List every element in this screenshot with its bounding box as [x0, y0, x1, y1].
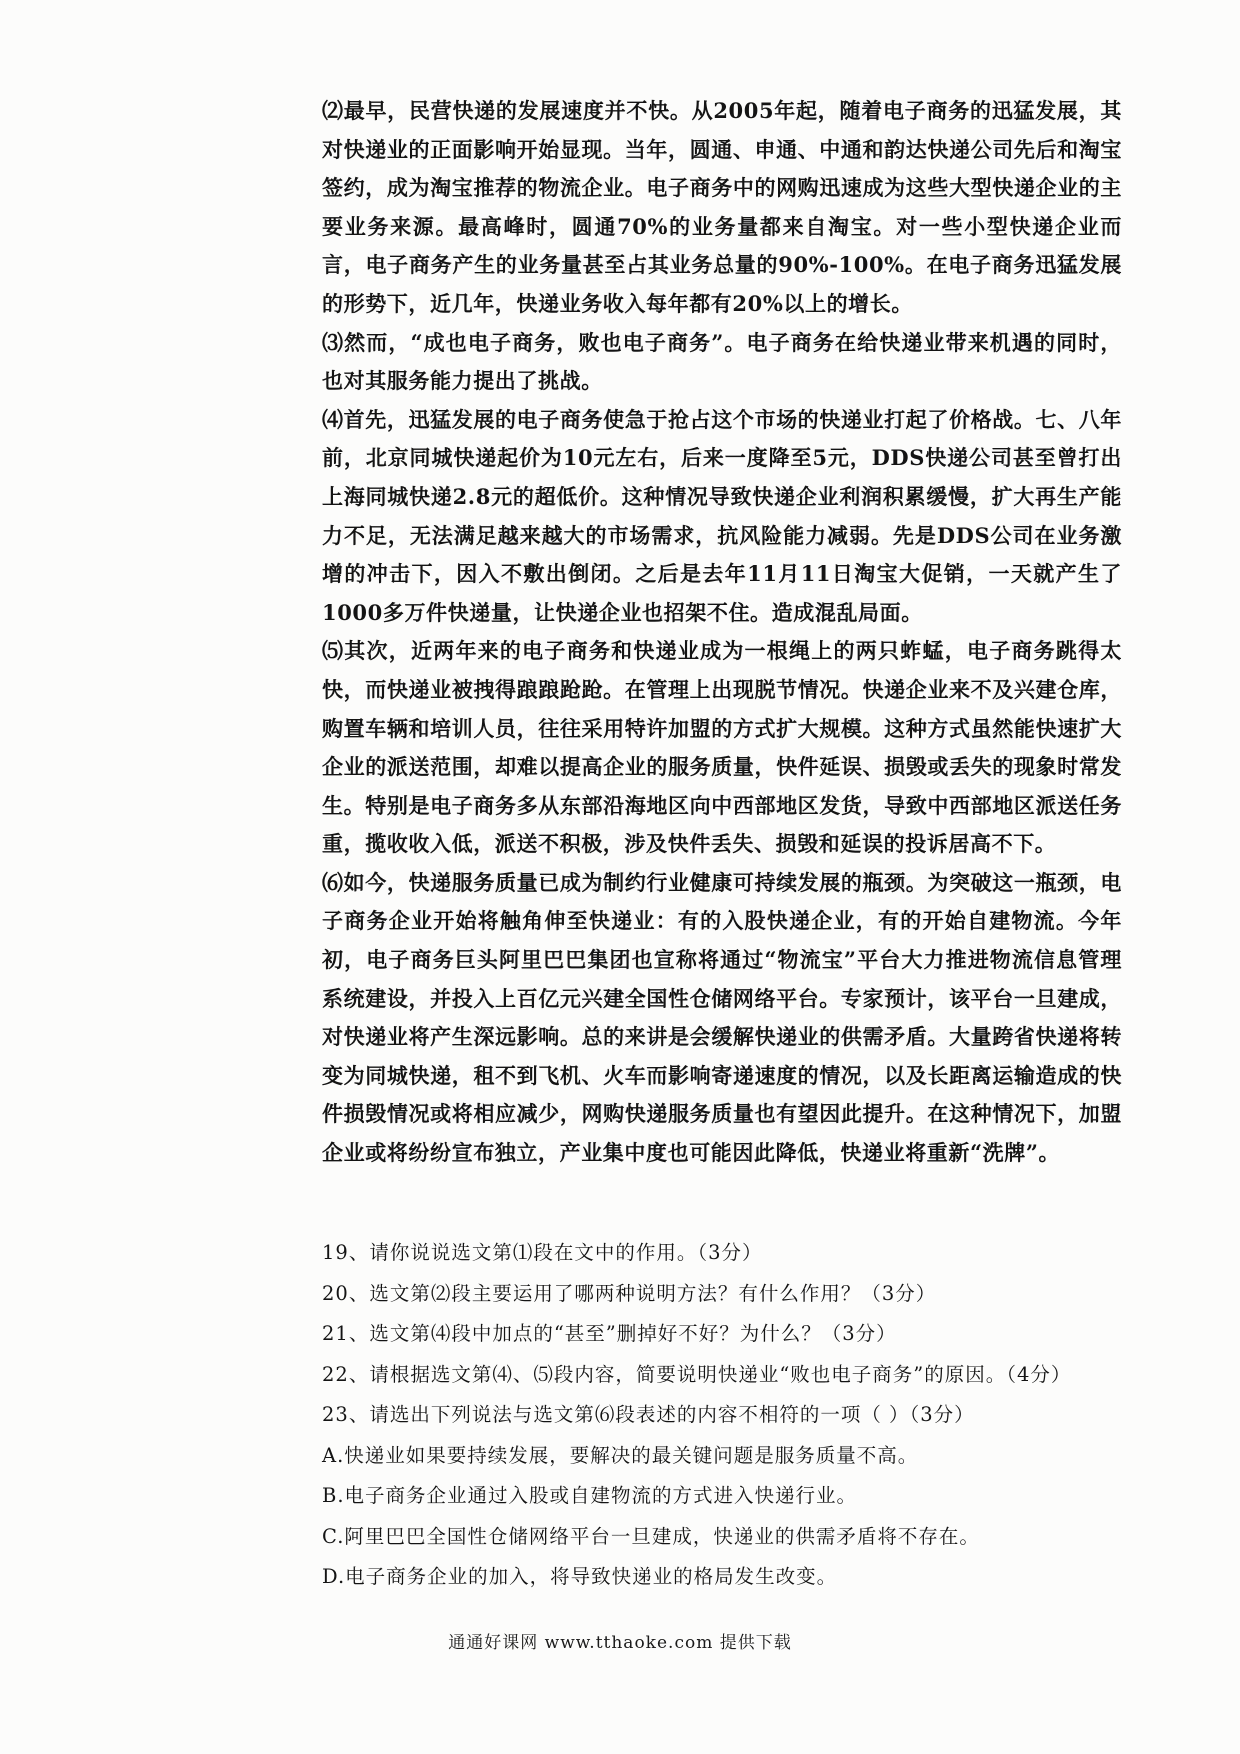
question-19: 19、请你说说选文第⑴段在文中的作用。（3分）	[322, 1241, 763, 1264]
option-c: C.阿里巴巴全国性仓储网络平台一旦建成，快递业的供需矛盾将不存在。	[322, 1524, 980, 1548]
page-footer: 通通好课网 www.tthaoke.com 提供下载	[448, 1633, 792, 1653]
reading-passage	[322, 92, 1122, 1173]
question-20: 20、选文第⑵段主要运用了哪两种说明方法？有什么作用？（3分）	[322, 1281, 937, 1305]
question-22: 22、请根据选文第⑷、⑸段内容，简要说明快递业“败也电子商务”的原因。（4分）	[322, 1362, 1072, 1386]
paragraph-2: ⑵最早，民营快递的发展速度并不快。从2005年起，随着电子商务的迅猛发展，其对快递业的正面影响开始显现。当年，圆通、申通、中通和韵达快递公司先后和淘宝签约，成为淘宝推荐的物流企业。电子商务中的网购迅速成为这些大型快递企业的主要业务来源。最高峰时，圆通70%的业务量都来自淘宝。对一些小型快递企业而言，电子商务产生的业务量甚至占其业务总量的90%-100%。在电子商务迅猛发展的形势下，近几年，快递业务收入每年都有20%以上的增长。	[322, 98, 1122, 316]
option-a: A.快递业如果要持续发展，要解决的最关键问题是服务质量不高。	[322, 1443, 919, 1467]
question-23: 23、请选出下列说法与选文第⑹段表述的内容不相符的一项（ ）（3分）	[322, 1403, 975, 1426]
question-list	[322, 1233, 1122, 1598]
paragraph-3: ⑶然而，“成也电子商务，败也电子商务”。电子商务在给快递业带来机遇的同时，也对其服务能力提出了挑战。	[322, 329, 1122, 394]
option-d: D.电子商务企业的加入，将导致快递业的格局发生改变。	[322, 1565, 838, 1588]
paragraph-4: ⑷首先，迅猛发展的电子商务使急于抢占这个市场的快递业打起了价格战。七、八年前，北京同城快递起价为10元左右，后来一度降至5元，DDS快递公司甚至曾打出上海同城快递2.8元的超低价。这种情况导致快递企业利润积累缓慢，扩大再生产能力不足，无法满足越来越大的市场需求，抗风险能力减弱。先是DDS公司在业务激增的冲击下，因入不敷出倒闭。之后是去年11月11日淘宝大促销，一天就产生了1000多万件快递量，让快递企业也招架不住。造成混乱局面。	[322, 406, 1122, 625]
question-21: 21、选文第⑷段中加点的“甚至”删掉好不好？为什么？（3分）	[322, 1322, 897, 1345]
paragraph-6: ⑹如今，快递服务质量已成为制约行业健康可持续发展的瓶颈。为突破这一瓶颈，电子商务企业开始将触角伸至快递业：有的入股快递企业，有的开始自建物流。今年初，电子商务巨头阿里巴巴集团也宣称将通过“物流宝”平台大力推进物流信息管理系统建设，并投入上百亿元兴建全国性仓储网络平台。专家预计，该平台一旦建成，对快递业将产生深远影响。总的来讲是会缓解快递业的供需矛盾。大量跨省快递将转变为同城快递，租不到飞机、火车而影响寄递速度的情况，以及长距离运输造成的快件损毁情况或将相应减少，网购快递服务质量也有望因此提升。在这种情况下，加盟企业或将纷纷宣布独立，产业集中度也可能因此降低，快递业将重新“洗牌”。	[322, 869, 1122, 1166]
paragraph-5: ⑸其次，近两年来的电子商务和快递业成为一根绳上的两只蚱蜢，电子商务跳得太快，而快递业被拽得踉踉跄跄。在管理上出现脱节情况。快递企业来不及兴建仓库，购置车辆和培训人员，往往采用特许加盟的方式扩大规模。这种方式虽然能快速扩大企业的派送范围，却难以提高企业的服务质量，快件延误、损毁或丢失的现象时常发生。特别是电子商务多从东部沿海地区向中西部地区发货，导致中西部地区派送任务重，揽收收入低，派送不积极，涉及快件丢失、损毁和延误的投诉居高不下。	[322, 638, 1122, 857]
option-b: B.电子商务企业通过入股或自建物流的方式进入快递行业。	[322, 1484, 858, 1507]
